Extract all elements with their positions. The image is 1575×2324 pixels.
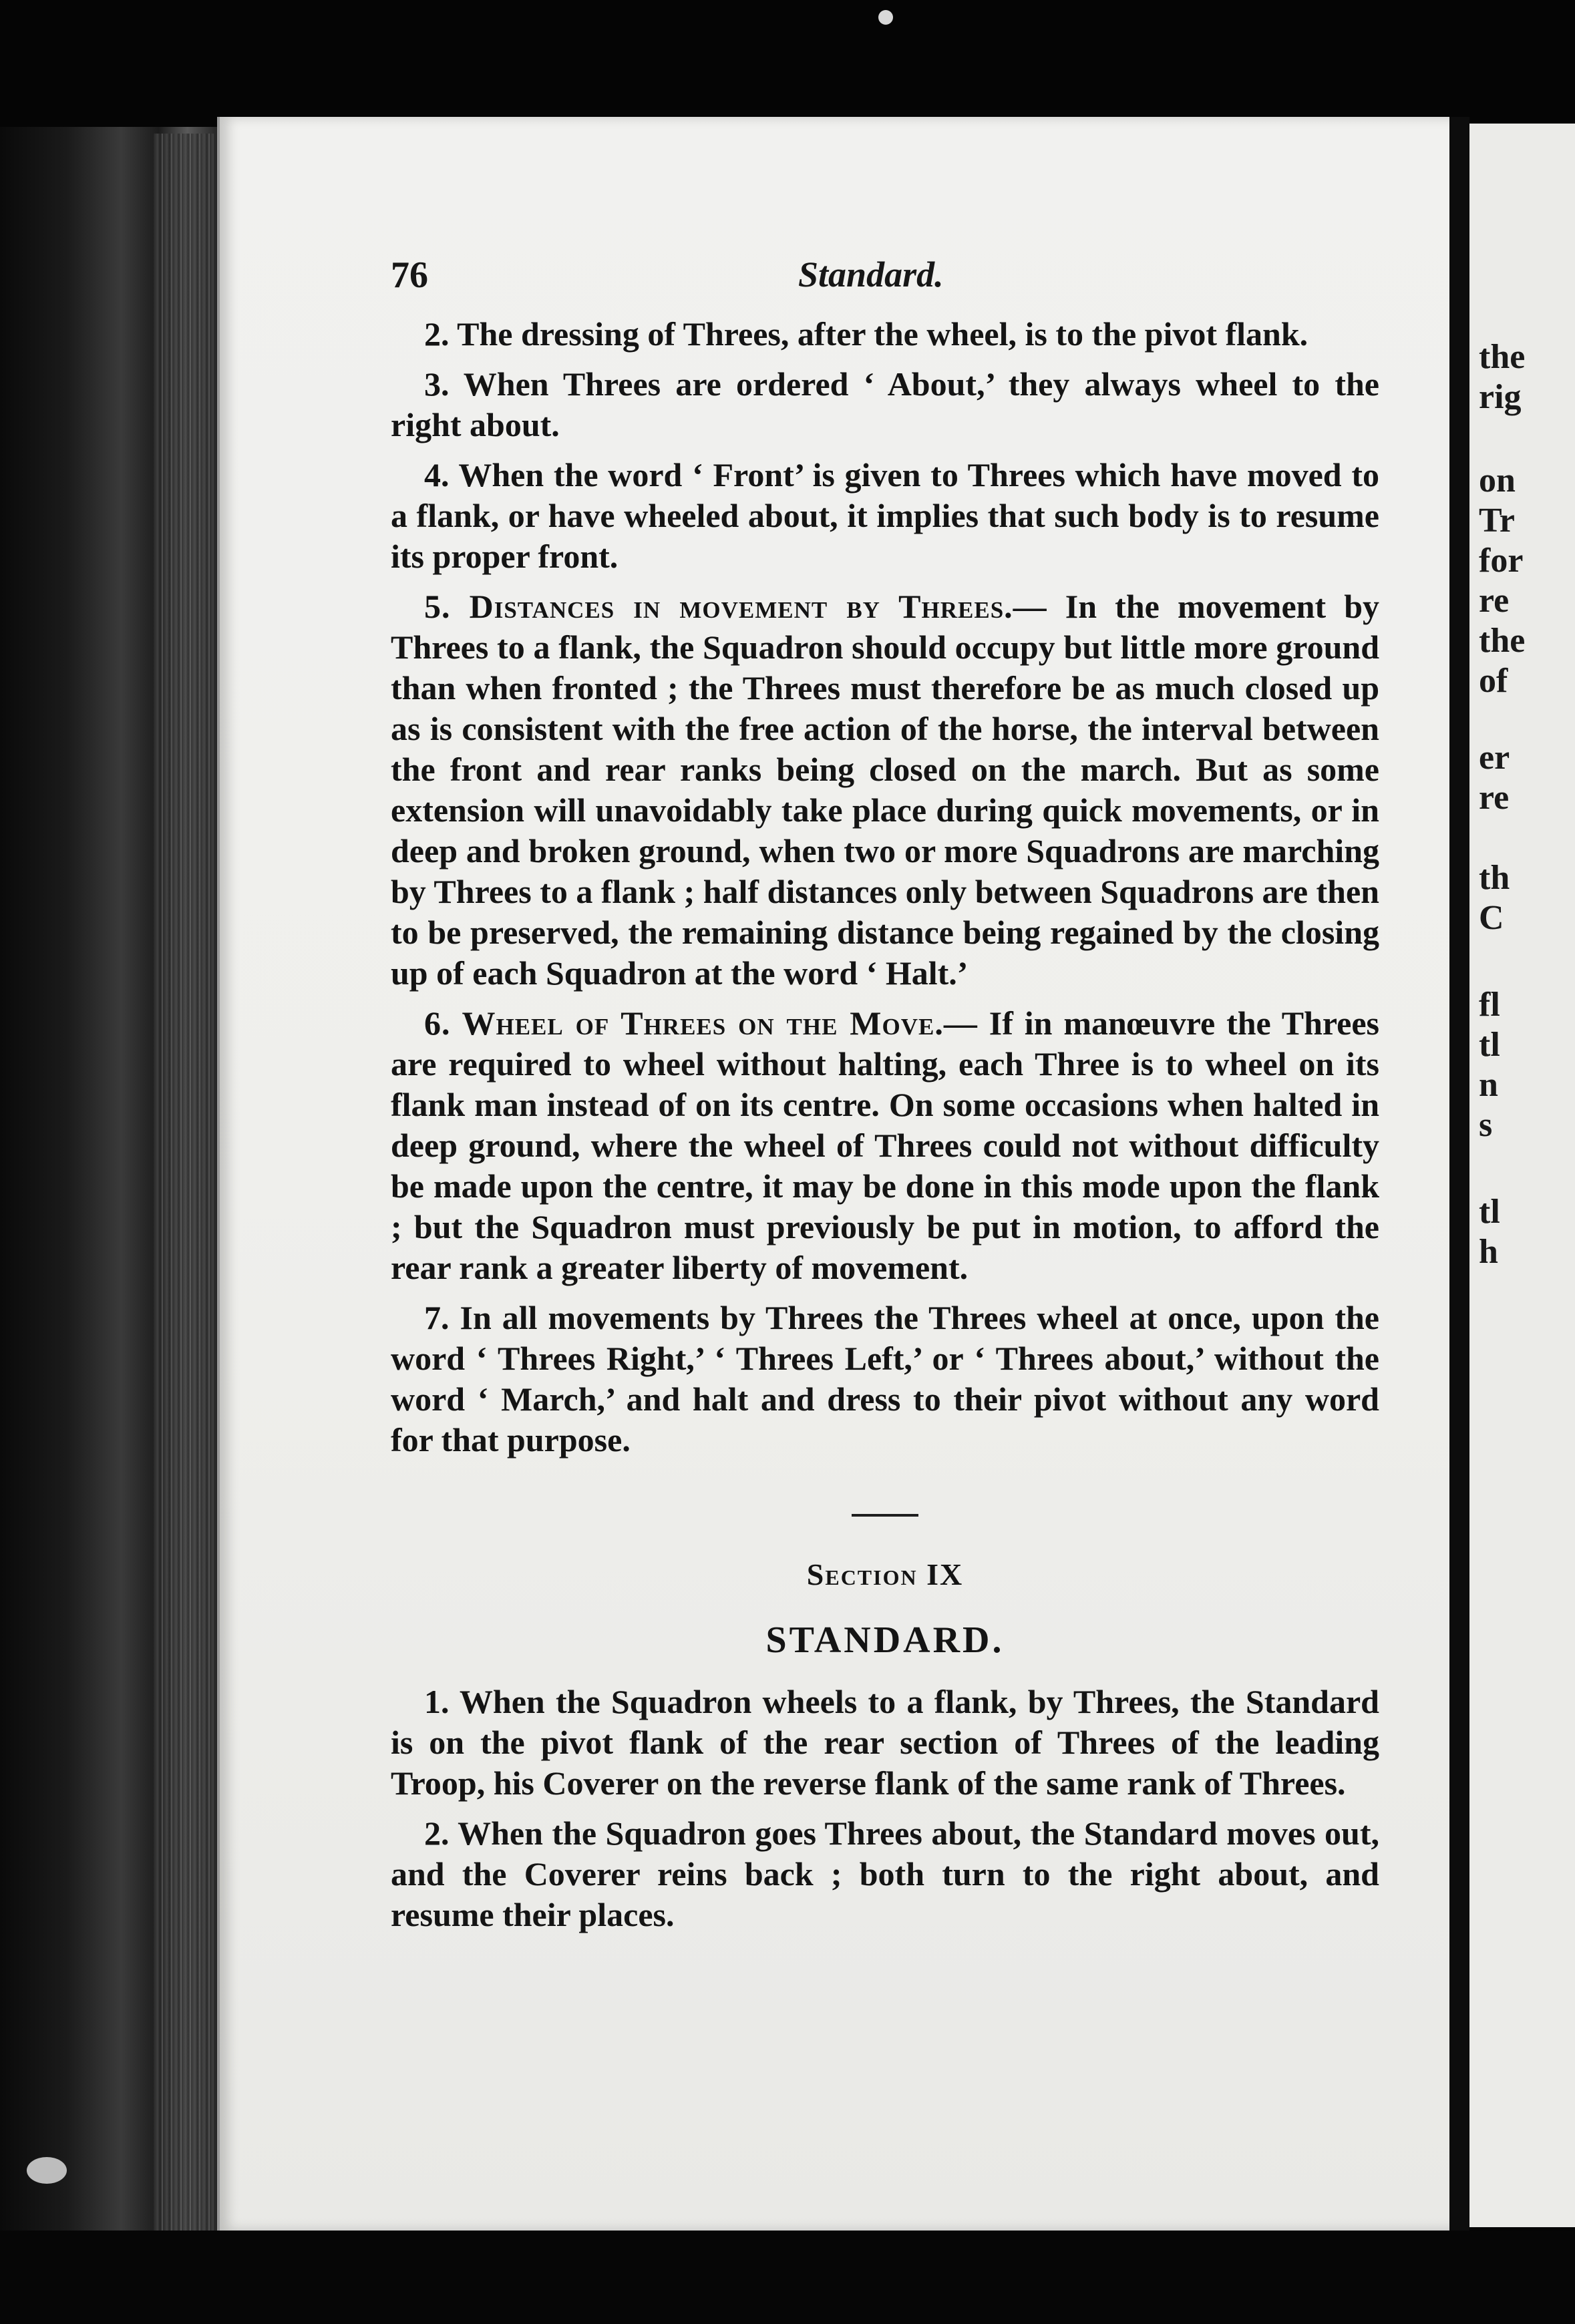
facing-page-word: h [1479, 1233, 1498, 1271]
paragraph-text: 3. When Threes are ordered ‘ About,’ they always wheel to the right about. [391, 365, 1379, 443]
facing-page-word: rig [1479, 378, 1522, 416]
facing-page-word: on [1479, 461, 1516, 500]
paragraph [391, 1003, 1379, 1288]
paragraph-text: In the movement by Threes to a flank, the Squadron should occupy but little more ground than when fronted ; the Threes must therefore be as much closed up as is consistent with the free action of the horse, the interval between the front and rear ranks being closed on the march. But as some extension will unavoidably take place during quick movements, or in deep and broken ground, when two or more Squadrons are marching by Threes to a flank ; half distances only between Squadrons are then to be preserved, the remaining distance being regained by the closing up of each Squadron at the word ‘ Halt.’ [391, 588, 1380, 992]
paragraph-text: 7. In all movements by Threes the Threes wheel at once, upon the word ‘ Threes Right,’ ‘ Threes Left,’ or ‘ Threes about,’ without the word ‘ March,’ and halt and dress to their pivot without any word for that purpose. [391, 1299, 1379, 1459]
section-divider [852, 1514, 918, 1517]
facing-page-word: tl [1479, 1026, 1500, 1064]
page-content [391, 254, 1379, 1945]
facing-page-word: th [1479, 859, 1510, 897]
facing-page-word: of [1479, 662, 1508, 700]
paragraph [391, 364, 1379, 445]
page-header [391, 254, 1379, 314]
scan-border [0, 2231, 1575, 2324]
paragraph-heading: 5. Distances in movement by Threes.— [424, 588, 1047, 625]
paragraph-text: 4. When the word ‘ Front’ is given to Threes which have moved to a flank, or have wheeled about, it implies that such body is to resume its proper front. [391, 456, 1379, 575]
facing-page-word: s [1479, 1106, 1493, 1144]
facing-page-word: re [1479, 779, 1510, 817]
section-label: Section IX [806, 1557, 964, 1591]
facing-page-word: re [1479, 582, 1510, 620]
paragraph [391, 314, 1379, 355]
section-title: STANDARD. [765, 1619, 1005, 1661]
paragraph [391, 586, 1379, 994]
facing-page-word: for [1479, 542, 1524, 580]
page-number: 76 [391, 254, 428, 296]
page-edges [154, 134, 214, 2237]
paragraph [391, 1813, 1379, 1935]
running-title: Standard. [798, 254, 944, 295]
facing-page-word: tl [1479, 1193, 1500, 1231]
paragraph-text: 2. When the Squadron goes Threes about, the Standard moves out, and the Coverer reins back ; both turn to the right about, and resume their places. [391, 1814, 1379, 1933]
facing-page-word: the [1479, 338, 1526, 376]
facing-page-word: C [1479, 899, 1504, 937]
paragraph [391, 1682, 1379, 1804]
scan-dust [27, 2157, 67, 2184]
paragraph-text: 2. The dressing of Threes, after the wheel, is to the pivot flank. [424, 315, 1308, 353]
paragraph-heading: 6. Wheel of Threes on the Move.— [424, 1004, 978, 1042]
facing-page-word: Tr [1479, 502, 1515, 540]
paragraph [391, 1298, 1379, 1461]
gutter-shadow [1449, 117, 1469, 2231]
facing-page-word: fl [1479, 986, 1500, 1024]
paragraph-text: 1. When the Squadron wheels to a flank, by Threes, the Standard is on the pivot flank of the rear section of Threes of the leading Troop, his Coverer on the reverse flank of the same rank of Threes. [391, 1683, 1379, 1802]
scan-dust [878, 10, 893, 25]
facing-page-word: the [1479, 622, 1526, 660]
facing-page-word: n [1479, 1066, 1498, 1104]
facing-page-fragment [1469, 124, 1575, 2227]
facing-page-word: er [1479, 739, 1510, 777]
paragraph-text: If in manœuvre the Threes are required to wheel without halting, each Three is to wheel on its flank man instead of on its centre. On some occasions when halted in deep ground, where the wheel of Threes could not without difficulty be made upon the centre, it may be done in this mode upon the flank ; but the Squadron must previously be put in motion, to afford the rear rank a greater liberty of movement. [391, 1004, 1380, 1286]
paragraph [391, 455, 1379, 577]
